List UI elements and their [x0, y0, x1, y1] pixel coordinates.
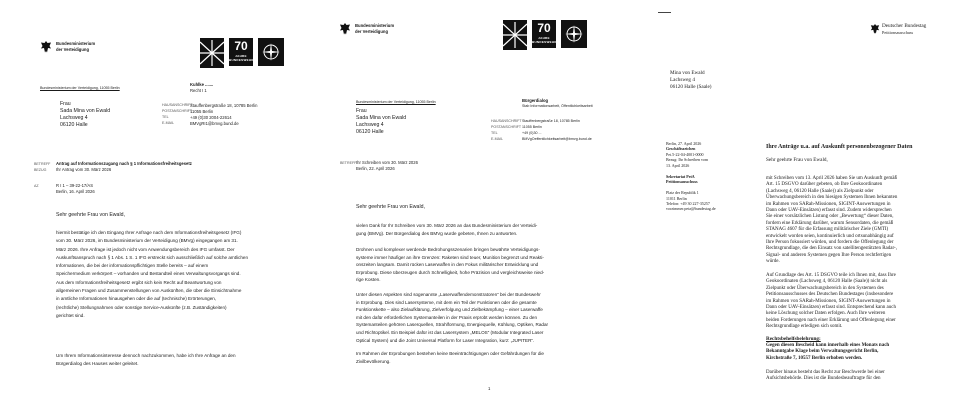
value-postanschrift: 11055 Berlin	[522, 124, 542, 129]
ministry-name-line1: Bundesministerium	[355, 23, 395, 28]
label-email: E-MAIL	[162, 121, 174, 125]
letter-date: Berlin, 16. April 2026	[56, 189, 95, 194]
label-tel: TEL	[491, 131, 498, 135]
recipient-line1: Frau	[356, 108, 367, 114]
label-betreff: BETREFF	[34, 162, 51, 166]
institution-committee: Petitionsausschuss	[882, 30, 914, 35]
closing-paragraph: Um Ihrem Informationsinteresse dennoch nachzukommen, habe ich Ihre Anfrage an den Bürgerdialog des Hauses weiter geleitet.	[56, 353, 236, 367]
remedy-paragraph: Gegen diesen Bescheid kann innerhalb eines Monats nach Bekanntgabe Klage beim Verwaltungsgericht Berlin, Kirchstraße 7, 10557 Berlin erhoben werden.	[766, 343, 890, 361]
recipient-line1: Frau	[60, 101, 71, 107]
page-number: 1	[488, 386, 491, 391]
nato-logo	[561, 20, 587, 48]
body-paragraph: hiermit bestätige ich den Eingang Ihrer Anfrage nach dem Informationsfreiheitsgesetz (IFG) vom 30. März 2026, im Bundesministerium der Verteidigung (BMVg) eingegangen am 31. März 2026. Ihre Anfrage ist jedoch nicht vom Anwendungsbereich des IFG umfasst. Der Auskunftsanspruch nach § 1 Abs. 1 S. 1 IFG erstreckt sich ausschließlich auf solche amtlichen Informationen, die bei der informationspflichtigen Stelle bereits – auf einem Speichermedium verkörpert – vorhanden und Bestandteil eines Verwaltungsvorgangs sind. Aus dem Informationsfreiheitsgesetz ergibt sich kein Recht auf Beantwortung von allgemeinen Fragen und Zusammenstellungen von Auskünften, die über die Einsichtnahme in amtliche Informationen hinausgehen oder die auf (technische) Erörterungen, (rechtliche) Stellungnahmen oder sonstige Service-Auskünfte (z.B. Zuständigkeiten) gerichtet sind.	[56, 230, 249, 318]
recipient-line4: 06120 Halle	[60, 122, 88, 128]
label-bezug: BEZUG	[34, 168, 47, 172]
label-hausanschrift: HAUSANSCHRIFT	[162, 103, 193, 107]
ministry-name-line2: der Verteidigung	[56, 46, 90, 52]
salutation: Sehr geehrte Frau von Ewald,	[56, 212, 125, 218]
sender-unit: Recht I 1	[190, 88, 207, 93]
label-hausanschrift: HAUSANSCHRIFT	[491, 119, 522, 123]
nato-logo	[258, 38, 284, 66]
label-az: AZ	[34, 184, 39, 188]
federal-eagle-icon	[339, 22, 351, 36]
value-email: BMVgOeffentlichkeitsarbeit@bmvg.bund.de	[522, 136, 592, 141]
department-detail: Stab Informationsarbeit, Öffentlichkeitsarbeit	[522, 104, 593, 108]
label-betreff: BETREFF	[340, 161, 357, 165]
body-paragraph-2: Drohnen und komplexer werdende Bedrohungsszenarien bringen bewährte Verteidigungs- systeme immer häufiger an ihre Grenzen: Raketen sind teuer, Munition begrenzt und Reakti- onszeiten langsam. Damit rücken Laserwaffen in den Fokus militärischer Entwicklung und Erprobung. Diese überzeugen durch Schnelligkeit, hohe Präzision und vergleichsweise nied- rige Kosten.	[356, 247, 545, 283]
flag-stripes-icon	[200, 38, 224, 68]
value-hausanschrift: Stauffenbergstraße 18, 10785 Berlin	[522, 118, 580, 123]
salutation: Sehr geehrte Frau von Ewald,	[356, 204, 425, 210]
label-postanschrift: POSTANSCHRIFT	[162, 109, 193, 113]
recipient-line2: Sada Mina von Ewald	[356, 115, 407, 121]
recipient-line1: Mina von Ewald	[670, 70, 705, 76]
letter-page-bmvg-ifg	[0, 0, 318, 410]
body-paragraph-1: vielen Dank für Ihr Schreiben vom 30. März 2026 an das Bundesministerium der Verteidi- gung (BMVg). Der Bürgerdialog des BMVg wurde gebeten, Ihnen zu antworten.	[356, 223, 538, 236]
ministry-name-line1: Bundesministerium	[56, 41, 96, 46]
body-paragraph-4: Im Rahmen der Erprobungen bestehen keine Beeinträchtigungen oder Gefährdungen für die Zivilbevölkerung.	[356, 351, 544, 364]
subject-line: Antrag auf Informationszugang nach § 1 Informationsfreiheitsgesetz	[56, 161, 192, 166]
recipient-line3: Lachsweg 4	[60, 115, 88, 121]
recipient-line2: Lachsweg 4	[670, 77, 695, 83]
subject-line: Ihre Anträge u.a. auf Auskunft personenbezogener Daten	[766, 144, 913, 150]
ministry-name-line2: der Verteidigung	[355, 28, 389, 34]
complaint-paragraph: Darüber hinaus besteht das Recht zur Beschwerde bei einer Aufsichtsbehörde. Dies ist die Bundesbeauftragte für den	[766, 370, 885, 382]
flag-stripes-icon	[503, 20, 527, 50]
remedy-heading: Rechtsbehelfsbelehrung:	[766, 336, 821, 342]
letter-page-bundestag-petitionsausschuss	[650, 0, 958, 410]
value-hausanschrift: Stauffenbergstraße 18, 10785 Berlin	[190, 102, 258, 108]
seventy-years-logo: 70 JAHRE BUNDESWEHR	[229, 38, 253, 66]
nato-star-icon	[261, 42, 281, 62]
recipient-line2: Sada Mina von Ewald	[60, 108, 111, 114]
body-paragraph-3: Unter diesen Aspekten sind sogenannte „Laserwaffendemonstratoren“ bei der Bundeswehr in Erprobung. Dies sind Lasersysteme, mit dem ein Teil der Funktionen oder die gesamte Funktionskette – also Zielaufklärung, Zielverfolgung und Zielbekämpfung – einer Laserwaffe mit den dafür erforderlichen Systemanteilen in der Praxis erprobt werden können. Zu den Systemanteilen gehören Laserquellen, Strahlformung, Energiequelle, Kühlung, Optiken, Radar und Richtoptikel. Ein Beispiel dafür ist das Lasersystem „MELOS“ (Modular Integrated Laser Optical System) und die Joint Universal Platform for Laser Integration, kurz: „JUPITER“.	[356, 292, 549, 343]
sender-return-address: Bundesministerium der Verteidigung, 11055 Berlin	[356, 100, 436, 104]
sender-return-address: Bundesministerium der Verteidigung, 11055 Berlin	[40, 86, 120, 90]
letter-date: Berlin, 22. April 2026	[356, 166, 395, 171]
label-email: E-MAIL	[491, 137, 503, 141]
institution-name: Deutscher Bundestag	[882, 23, 927, 29]
federal-eagle-icon	[40, 40, 52, 54]
letter-meta: Berlin, 27. April 2026 Geschäftszeichen Pet.5-22-04-4001-0000 Bezug: Ihr Schreiben vom 13. April 2026	[666, 141, 709, 168]
recipient-line3: Lachsweg 4	[356, 122, 384, 128]
recipient-line3: 06120 Halle (Saale)	[670, 84, 712, 90]
reference-line: Ihr Antrag vom 30. März 2026	[56, 167, 112, 172]
nato-star-icon	[564, 24, 584, 44]
file-number: R I 1 – 39-22-17/AS	[56, 183, 94, 188]
seventy-years-logo: 70 JAHRE BUNDESWEHR	[532, 20, 556, 48]
department-name: Bürgerdialog	[522, 98, 549, 103]
subject-line: Ihr Schreiben vom 30. März 2026	[356, 160, 418, 165]
value-postanschrift: 11055 Berlin	[190, 108, 214, 114]
contact-block: Sekretariat PetA Petitionsausschuss Platz der Republik 1 11011 Berlin Telefon: +49 30 227-35257 vorzimmer.peta@bundestag.de	[666, 174, 716, 212]
letter-page-bmvg-buergerdialog	[326, 0, 642, 410]
value-tel: +49 (0)30 ...	[522, 130, 542, 135]
label-tel: TEL	[162, 115, 169, 119]
federal-eagle-icon	[870, 23, 880, 35]
body-paragraph-1: mit Schreiben vom 13. April 2026 haben Sie um Auskunft gemäß Art. 15 DSGVO darüber gebeten, ob Ihre Geokoordinaten (Lachsweg 4, 06120 Halle (Saale)) als Zielpunkt oder Überwachungsbereich in den hiesigen Systemen Ihnen bekannten im Rahmen von SARah-Missionen, SIGINT-Auswertungen in Dann oder UAV-Einsätzen) erfasst sind. Zudem widersprechen Sie einer vorsätzlichen Listung oder „Bewertung“ dieser Daten, fordern eine Erklärung darüber, warum Sensordaten, die gemäß STANAG 4607 für die Erfassung militärischer Ziele (GMTI) entwickelt worden seien, kontinuierlich und ortsunabhängig auf Ihre Person fokussiert würden, und fordern die Offenlegung der Rechtsgrundlage, die den Einsatz von satellitengestützten Radar-, Signal- und anderen Systemen gegen Ihre Person rechtfertigen würde.	[766, 176, 898, 265]
value-email: BMVgRI1@bmvg.bund.de	[190, 120, 239, 126]
body-paragraph-2: Auf Grundlage des Art. 15 DSGVO teile ich Ihnen mit, dass Ihre Geokoordinaten (Lachsweg 4, 06120 Halle (Saale)) nicht als Zielpunkt oder Überwachungsbereich in den Systemen des Petitionsausschusses des Deutschen Bundestages (insbesondere im Rahmen von SARah-Missionen, SIGINT-Auswertungen in Dann oder UAV-Einsätzen) erfasst sind. Entsprechend kann auch keine Löschung solcher Daten erfolgen. Auch Ihre weiteren beiden Forderungen nach einer Erklärung und Offenlegung einer Rechtsgrundlage erledigen sich somit.	[766, 273, 896, 330]
label-postanschrift: POSTANSCHRIFT	[491, 125, 522, 129]
value-tel: +49 (0)30 2004-22614	[190, 114, 232, 120]
recipient-line4: 06120 Halle	[356, 129, 384, 135]
fold-mark	[658, 12, 671, 13]
salutation: Sehr geehrte Frau von Ewald,	[766, 157, 828, 163]
sender-name: Kuhlke .......	[190, 82, 214, 87]
